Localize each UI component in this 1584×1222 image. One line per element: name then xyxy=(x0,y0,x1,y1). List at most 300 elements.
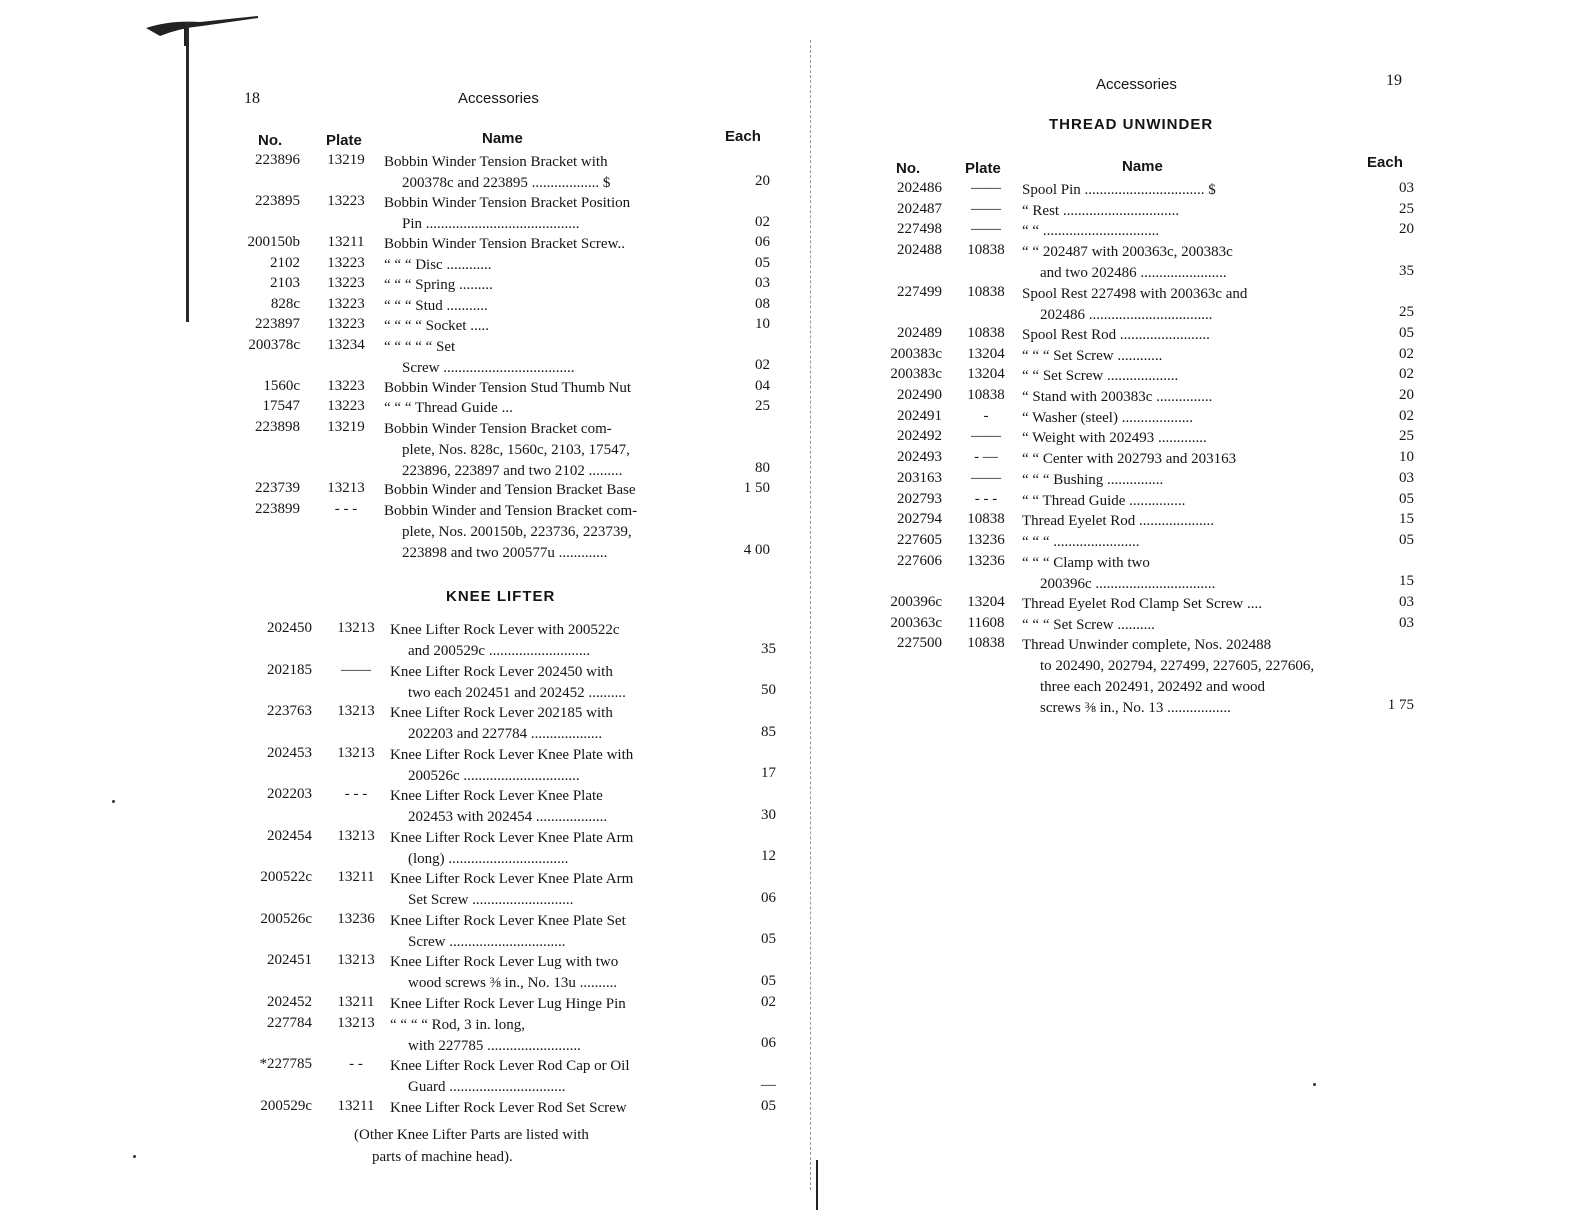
price-each: 15 xyxy=(1399,511,1414,528)
plate-number: 10838 xyxy=(967,242,1005,259)
right-page xyxy=(812,0,1584,1222)
table-row xyxy=(0,911,812,952)
plate-number: 13213 xyxy=(337,620,375,636)
description-line: screws ⅜ in., No. 13 ................. xyxy=(1040,700,1231,717)
plate-number: 13219 xyxy=(327,152,365,168)
table-row xyxy=(0,337,812,378)
price-each: 20 xyxy=(1399,387,1414,403)
part-description xyxy=(1022,325,1376,346)
footnote-line: parts of machine head). xyxy=(372,1149,513,1165)
price-each: 85 xyxy=(761,723,776,740)
part-description xyxy=(384,480,720,501)
price-each: 10 xyxy=(755,316,770,332)
description-line: (long) ................................ xyxy=(408,850,569,867)
plate-number: 13213 xyxy=(337,703,375,719)
description-line: “ “ 202487 with 200363c, 200383c xyxy=(1022,244,1233,261)
part-description xyxy=(384,275,720,296)
description-line: “ “ Set Screw ................... xyxy=(1022,368,1179,385)
plate-number: 13236 xyxy=(967,531,1005,548)
price-each: 08 xyxy=(755,295,770,312)
part-description xyxy=(1022,594,1376,615)
description-line: plete, Nos. 200150b, 223736, 223739, xyxy=(402,523,632,540)
plate-number: —— xyxy=(971,221,1001,238)
part-number: 202454 xyxy=(267,827,312,844)
price-each: 06 xyxy=(755,234,770,250)
plate-number: 13213 xyxy=(337,744,375,761)
part-number: 202487 xyxy=(897,200,942,217)
description-line: Knee Lifter Rock Lever Lug Hinge Pin xyxy=(390,995,626,1012)
price-each: 05 xyxy=(1399,490,1414,507)
part-number: 200150b xyxy=(247,234,300,250)
price-each: 20 xyxy=(1399,221,1414,238)
description-line: “ “ ............................... xyxy=(1022,223,1160,240)
part-description xyxy=(1022,201,1376,222)
description-line: “ “ “ “ Socket ..... xyxy=(384,318,489,334)
part-number: 223897 xyxy=(255,316,300,332)
part-description xyxy=(390,994,728,1015)
part-number: 2103 xyxy=(270,275,300,291)
description-line: Knee Lifter Rock Lever Knee Plate xyxy=(390,788,603,804)
plate-number: - - - xyxy=(974,490,998,507)
footnote-line: (Other Knee Lifter Parts are listed with xyxy=(354,1127,589,1143)
description-line: 200396c ................................ xyxy=(1040,575,1216,592)
price-each: 05 xyxy=(1399,324,1414,341)
description-line: Thread Unwinder complete, Nos. 202488 xyxy=(1022,637,1272,654)
part-number: 200378c xyxy=(248,336,300,353)
table-row xyxy=(812,221,1584,242)
part-number: 17547 xyxy=(262,398,300,414)
part-description xyxy=(384,419,720,482)
part-number: 202490 xyxy=(897,387,942,403)
price-each: 03 xyxy=(1399,594,1414,610)
part-description xyxy=(390,869,728,911)
description-line: Bobbin Winder Tension Stud Thumb Nut xyxy=(384,379,632,396)
plate-number: 13213 xyxy=(337,827,375,844)
price-each: 15 xyxy=(1399,573,1414,590)
part-description xyxy=(390,1015,728,1057)
plate-number: 13236 xyxy=(337,910,375,927)
description-line: Set Screw ........................... xyxy=(408,892,574,908)
price-each: 10 xyxy=(1399,449,1414,466)
part-number: 203163 xyxy=(897,469,942,486)
table-row xyxy=(0,234,812,255)
description-line: Bobbin Winder Tension Bracket Position xyxy=(384,195,631,211)
description-line: “ “ “ Thread Guide ... xyxy=(384,400,513,416)
footnote xyxy=(354,1124,589,1168)
table-row xyxy=(0,828,812,869)
part-number: 227605 xyxy=(897,531,942,548)
plate-number: 10838 xyxy=(967,283,1005,300)
part-number: 2102 xyxy=(270,254,300,271)
part-number: 200396c xyxy=(890,594,942,610)
description-line: and two 202486 ....................... xyxy=(1040,265,1227,282)
table-row xyxy=(0,152,812,193)
part-number: 202493 xyxy=(897,449,942,466)
description-line: 223896, 223897 and two 2102 ......... xyxy=(402,462,623,479)
description-line: Guard ............................... xyxy=(408,1079,566,1095)
price-each: 20 xyxy=(755,172,770,189)
price-each: 05 xyxy=(761,931,776,947)
description-line: “ “ “ Set Screw .......... xyxy=(1022,616,1155,633)
table-row xyxy=(0,786,812,827)
price-each: 35 xyxy=(761,640,776,657)
table-row xyxy=(0,316,812,337)
table-row xyxy=(812,635,1584,718)
description-line: 200378c and 223895 .................. $ xyxy=(402,175,611,191)
part-description xyxy=(390,745,728,787)
part-number: 223895 xyxy=(255,193,300,209)
part-number: 202453 xyxy=(267,744,312,761)
description-line: “ “ “ “ “ Set xyxy=(384,338,456,355)
price-each: 05 xyxy=(755,254,770,271)
table-row xyxy=(812,594,1584,615)
price-each: 02 xyxy=(1399,366,1414,383)
part-number: 202492 xyxy=(897,428,942,445)
description-line: Knee Lifter Rock Lever 202185 with xyxy=(390,705,613,721)
page-number: 19 xyxy=(1386,72,1402,89)
part-number: 202451 xyxy=(267,952,312,968)
plate-number: - - - xyxy=(344,786,368,802)
part-description xyxy=(390,828,728,870)
part-description xyxy=(1022,346,1376,367)
description-line: 200526c ............................... xyxy=(408,767,580,784)
table-row xyxy=(0,398,812,419)
column-header-name: Name xyxy=(482,130,523,147)
plate-number: 13204 xyxy=(967,366,1005,383)
price-each: 4 00 xyxy=(743,541,770,558)
part-description xyxy=(1022,387,1376,408)
part-number: 202488 xyxy=(897,242,942,259)
description-line: Knee Lifter Rock Lever Rod Set Screw xyxy=(390,1099,627,1116)
table-row xyxy=(812,366,1584,387)
plate-number: - - xyxy=(349,1056,363,1072)
page-number: 18 xyxy=(244,90,260,107)
plate-number: 13213 xyxy=(337,952,375,968)
part-number: 202450 xyxy=(267,620,312,636)
description-line: Knee Lifter Rock Lever Lug with two xyxy=(390,954,619,970)
part-number: 223763 xyxy=(267,703,312,719)
description-line: “ “ “ Disc ............ xyxy=(384,256,492,273)
part-description xyxy=(390,786,728,828)
part-description xyxy=(1022,284,1376,326)
price-each: 06 xyxy=(761,1035,776,1051)
table-row xyxy=(0,662,812,703)
part-description xyxy=(390,952,728,994)
plate-number: 13223 xyxy=(327,377,365,394)
plate-number: 13219 xyxy=(327,418,365,435)
description-line: Thread Eyelet Rod Clamp Set Screw .... xyxy=(1022,596,1262,612)
table-row xyxy=(0,703,812,744)
running-header: Accessories xyxy=(458,90,539,107)
description-line: Pin ......................................... xyxy=(402,216,580,232)
part-description xyxy=(1022,491,1376,512)
description-line: Knee Lifter Rock Lever Knee Plate Set xyxy=(390,912,626,929)
price-each: 25 xyxy=(755,398,770,414)
table-row xyxy=(812,242,1584,283)
part-description xyxy=(1022,242,1376,284)
part-number: 223739 xyxy=(255,480,300,496)
price-each: 02 xyxy=(761,993,776,1010)
part-description xyxy=(1022,428,1376,449)
part-description xyxy=(1022,470,1376,491)
part-description xyxy=(1022,221,1376,242)
description-line: Bobbin Winder Tension Bracket Screw.. xyxy=(384,236,625,252)
part-number: 202794 xyxy=(897,511,942,528)
part-description xyxy=(1022,615,1376,636)
description-line: Bobbin Winder and Tension Bracket Base xyxy=(384,482,636,498)
description-line: Knee Lifter Rock Lever Knee Plate Arm xyxy=(390,829,634,846)
plate-number: —— xyxy=(971,469,1001,486)
price-each: 50 xyxy=(761,682,776,698)
part-number: 202491 xyxy=(897,407,942,424)
table-row xyxy=(812,284,1584,325)
description-line: Spool Pin ................................ $ xyxy=(1022,182,1216,198)
table-row xyxy=(0,275,812,296)
description-line: plete, Nos. 828c, 1560c, 2103, 17547, xyxy=(402,441,630,458)
description-line: “ Rest ............................... xyxy=(1022,202,1180,219)
part-description xyxy=(384,152,720,194)
table-row xyxy=(812,532,1584,553)
description-line: Screw ................................... xyxy=(402,359,575,376)
part-description xyxy=(384,501,720,564)
table-row xyxy=(0,620,812,661)
table-row xyxy=(0,952,812,993)
plate-number: —— xyxy=(971,180,1001,196)
description-line: Knee Lifter Rock Lever 202450 with xyxy=(390,663,613,680)
price-each: 03 xyxy=(1399,614,1414,631)
part-number: 828c xyxy=(270,295,300,312)
description-line: three each 202491, 202492 and wood xyxy=(1040,679,1265,696)
description-line: “ “ “ Spring ......... xyxy=(384,277,493,293)
description-line: 223898 and two 200577u ............. xyxy=(402,544,608,561)
part-number: 227606 xyxy=(897,552,942,569)
table-row xyxy=(812,615,1584,636)
plate-number: 13213 xyxy=(327,480,365,496)
price-each: 05 xyxy=(761,1097,776,1114)
part-description xyxy=(384,316,720,337)
plate-number: 13223 xyxy=(327,254,365,271)
table-row xyxy=(812,201,1584,222)
plate-number: 13211 xyxy=(337,993,375,1010)
part-number: 223899 xyxy=(255,500,300,517)
part-description xyxy=(390,703,728,745)
plate-number: 13234 xyxy=(327,336,365,353)
description-line: 202486 ................................. xyxy=(1040,306,1213,323)
description-line: 202453 with 202454 ................... xyxy=(408,809,608,825)
plate-number: - - - xyxy=(334,500,358,517)
column-header-each: Each xyxy=(725,128,761,145)
table-row xyxy=(812,387,1584,408)
table-row xyxy=(812,449,1584,470)
section-title-knee-lifter: KNEE LIFTER xyxy=(446,588,556,605)
price-each: 02 xyxy=(755,357,770,373)
description-line: wood screws ⅜ in., No. 13u .......... xyxy=(408,975,618,991)
part-description xyxy=(1022,511,1376,532)
column-header-no: No. xyxy=(896,160,921,177)
price-each: 03 xyxy=(755,275,770,291)
description-line: Knee Lifter Rock Lever Knee Plate Arm xyxy=(390,871,634,887)
price-each: 02 xyxy=(755,213,770,230)
description-line: Screw ............................... xyxy=(408,933,566,950)
part-description xyxy=(384,234,720,255)
description-line: “ “ “ Stud ........... xyxy=(384,297,488,314)
part-number: 227784 xyxy=(267,1014,312,1031)
price-each: 25 xyxy=(1399,304,1414,321)
description-line: Bobbin Winder Tension Bracket with xyxy=(384,154,608,170)
description-line: “ Stand with 200383c ............... xyxy=(1022,389,1213,405)
part-description xyxy=(384,255,720,276)
price-each: 02 xyxy=(1399,407,1414,424)
part-number: 227499 xyxy=(897,283,942,300)
table-row xyxy=(812,408,1584,429)
table-row xyxy=(0,193,812,234)
price-each: 03 xyxy=(1399,180,1414,196)
price-each: 25 xyxy=(1399,428,1414,445)
table-row xyxy=(0,1056,812,1097)
part-number: 227500 xyxy=(897,635,942,652)
part-description xyxy=(384,193,720,235)
part-number: 202185 xyxy=(267,661,312,678)
price-each: 1 50 xyxy=(743,480,770,496)
price-each: 12 xyxy=(761,848,776,864)
plate-number: 13204 xyxy=(967,594,1005,610)
plate-number: 13223 xyxy=(327,316,365,332)
part-description xyxy=(1022,449,1376,470)
part-number: 202203 xyxy=(267,786,312,802)
plate-number: —— xyxy=(971,428,1001,445)
plate-number: 10838 xyxy=(967,635,1005,652)
table-row xyxy=(812,553,1584,594)
description-line: 202203 and 227784 ................... xyxy=(408,726,603,742)
description-line: Bobbin Winder Tension Bracket com- xyxy=(384,420,612,437)
part-number: 200363c xyxy=(890,614,942,631)
part-description xyxy=(384,378,720,399)
table-row xyxy=(0,994,812,1015)
description-line: “ “ “ Set Screw ............ xyxy=(1022,347,1163,364)
price-each: 35 xyxy=(1399,262,1414,279)
table-row xyxy=(812,325,1584,346)
table-row xyxy=(0,255,812,276)
plate-number: 10838 xyxy=(967,511,1005,528)
table-row xyxy=(0,296,812,317)
part-number: 227498 xyxy=(897,221,942,238)
price-each: 02 xyxy=(1399,345,1414,362)
description-line: Knee Lifter Rock Lever with 200522c xyxy=(390,622,620,638)
plate-number: 13211 xyxy=(337,869,375,885)
description-line: Knee Lifter Rock Lever Knee Plate with xyxy=(390,746,634,763)
part-description xyxy=(1022,366,1376,387)
table-row xyxy=(0,501,812,563)
part-number: 223898 xyxy=(255,418,300,435)
part-description xyxy=(384,398,720,419)
plate-number: 13223 xyxy=(327,193,365,209)
description-line: Spool Rest 227498 with 200363c and xyxy=(1022,285,1248,302)
description-line: “ Weight with 202493 ............. xyxy=(1022,430,1207,447)
price-each: 17 xyxy=(761,765,776,781)
table-row xyxy=(0,419,812,481)
price-each: 06 xyxy=(761,889,776,906)
plate-number: 13236 xyxy=(967,552,1005,569)
description-line: “ “ “ Bushing ............... xyxy=(1022,471,1164,488)
part-number: 223896 xyxy=(255,152,300,168)
description-line: with 227785 ......................... xyxy=(408,1037,581,1054)
plate-number: - xyxy=(983,407,989,424)
table-row xyxy=(0,1098,812,1119)
table-row xyxy=(812,428,1584,449)
part-description xyxy=(1022,635,1376,719)
part-number: 202793 xyxy=(897,490,942,507)
plate-number: 13223 xyxy=(327,398,365,414)
column-header-name: Name xyxy=(1122,158,1163,175)
description-line: to 202490, 202794, 227499, 227605, 227606, xyxy=(1040,658,1315,675)
description-line: Bobbin Winder and Tension Bracket com- xyxy=(384,502,638,519)
plate-number: 13223 xyxy=(327,295,365,312)
part-number: 202489 xyxy=(897,324,942,341)
part-description xyxy=(390,1056,728,1098)
table-row xyxy=(812,346,1584,367)
table-row xyxy=(0,1015,812,1056)
table-row xyxy=(812,470,1584,491)
price-each: 03 xyxy=(1399,469,1414,486)
part-description xyxy=(1022,180,1376,201)
column-header-no: No. xyxy=(258,132,283,149)
part-number: 200383c xyxy=(890,366,942,383)
price-each: — xyxy=(761,1076,776,1093)
price-each: 1 75 xyxy=(1387,697,1414,714)
price-each: 25 xyxy=(1399,200,1414,217)
plate-number: 11608 xyxy=(967,614,1005,631)
description-line: “ “ “ Clamp with two xyxy=(1022,554,1150,571)
part-number: 1560c xyxy=(263,377,300,394)
part-description xyxy=(390,620,728,662)
price-each: 04 xyxy=(755,377,770,394)
description-line: “ “ Center with 202793 and 203163 xyxy=(1022,451,1237,468)
price-each: 80 xyxy=(755,459,770,476)
description-line: “ “ “ ....................... xyxy=(1022,533,1140,550)
table-row xyxy=(0,869,812,910)
column-header-each: Each xyxy=(1367,154,1403,171)
plate-number: —— xyxy=(341,661,371,678)
price-each: 05 xyxy=(1399,531,1414,548)
description-line: “ “ “ “ Rod, 3 in. long, xyxy=(390,1016,525,1033)
plate-number: - — xyxy=(974,449,998,466)
table-row xyxy=(0,378,812,399)
table-row xyxy=(0,480,812,501)
description-line: Thread Eyelet Rod .................... xyxy=(1022,513,1215,530)
column-header-plate: Plate xyxy=(326,132,362,149)
plate-number: 13211 xyxy=(337,1097,375,1114)
description-line: “ Washer (steel) ................... xyxy=(1022,409,1193,426)
part-description xyxy=(384,337,720,379)
plate-number: 10838 xyxy=(967,324,1005,341)
part-number: *227785 xyxy=(259,1056,312,1072)
price-each: 05 xyxy=(761,972,776,989)
description-line: Knee Lifter Rock Lever Rod Cap or Oil xyxy=(390,1058,630,1074)
part-number: 200383c xyxy=(890,345,942,362)
part-number: 200522c xyxy=(260,869,312,885)
part-description xyxy=(390,1098,728,1119)
plate-number: 13211 xyxy=(327,234,365,250)
table-row xyxy=(812,511,1584,532)
plate-number: 13213 xyxy=(337,1014,375,1031)
part-description xyxy=(390,911,728,953)
plate-number: 13223 xyxy=(327,275,365,291)
price-each: 30 xyxy=(761,806,776,823)
plate-number: 10838 xyxy=(967,387,1005,403)
table-row xyxy=(812,180,1584,201)
table-row xyxy=(0,745,812,786)
part-number: 202452 xyxy=(267,993,312,1010)
